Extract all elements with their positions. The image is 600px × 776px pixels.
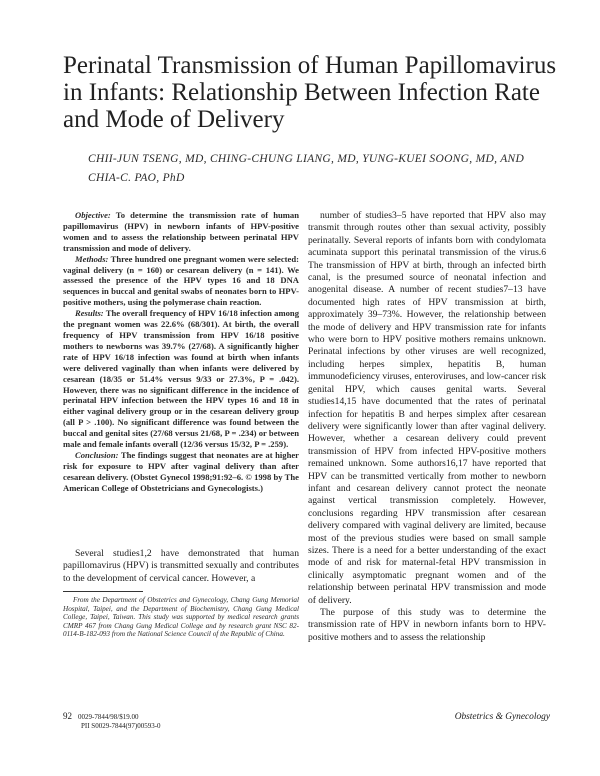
author-list	[88, 150, 548, 188]
abstract-text: The findings suggest that neonates are at higher risk for exposure to HPV after vaginal delivery than after cesarean delivery. (Obstet Gynecol 1998;91:92–6. © 1998 by The American College of Obstetricians and Gynecologists.)	[63, 449, 299, 493]
abstract-methods	[63, 254, 299, 309]
abstract-conclusion	[63, 450, 299, 494]
abstract-label: Objective:	[75, 210, 111, 220]
journal-name: Obstetrics & Gynecology	[454, 712, 550, 722]
footer-codes	[63, 712, 303, 730]
footer-line	[63, 712, 303, 722]
footnote-rule	[63, 591, 143, 592]
page-number: 92	[63, 711, 72, 721]
pii-code: PII S0029-7844(97)00593-0	[81, 721, 161, 730]
affiliation-text: From the Department of Obstetrics and Gynecology, Chang Gung Memorial Hospital, Taipei, and the Department of Biochemistry, Chang Gung Medical College, Taipei, Taiwan. This study was supported by medical research grants CMRP 467 from Chang Gung Medical College and by research grant NSC 82-0114-B-182-093 from the National Science Council of the Republic of China.	[63, 596, 299, 639]
intro-paragraph: Several studies1,2 have demonstrated that human papillomavirus (HPV) is transmitted sexually and contributes to the development of cervical cancer. However, a	[63, 548, 299, 584]
abstract-objective	[63, 210, 299, 254]
abstract-label: Results:	[75, 308, 104, 319]
affiliation-footnote	[63, 596, 299, 639]
author-line-2: CHIA-C. PAO, PhD	[88, 172, 185, 184]
abstract-text: To determine the transmission rate of human papillomavirus (HPV) in newborn infants of HPV-positive women and to assess the relationship between perinatal HPV transmission and mode of delivery.	[63, 210, 299, 253]
abstract-text: The overall frequency of HPV 16/18 infection among the pregnant women was 22.6% (68/301). At birth, the overall frequency of HPV transmission from HPV 16/18 positive mothers to newborns was 39.7% (27/68). A significantly higher rate of HPV 16/18 infection was found at birth when infants were delivered vaginally than when infants were delivered by cesarean (18/35 or 51.4% versus 9/33 or 27.3%, P = .042). However, there was no significant difference in the incidence of perinatal HPV infection between the HPV types 16 and 18 in either vaginal delivery group or in the cesarean delivery group (all P > .100). No significant difference was found between the buccal and genital sites (27/68 versus 21/68, P = .234) or between male and female infants overall (12/36 versus 15/32, P = .259).	[63, 308, 299, 450]
abstract-results	[63, 308, 299, 450]
abstract-text: Three hundred one pregnant women were selected: vaginal delivery (n = 160) or cesarean delivery (n = 141). We assessed the presence of the HPV types 16 and 18 DNA sequences in buccal and genital swabs of neonates born to HPV-positive mothers, using the polymerase chain reaction.	[63, 253, 299, 308]
abstract-label: Conclusion:	[75, 449, 119, 460]
article-title: Perinatal Transmission of Human Papillomavirus in Infants: Relationship Between Infection Rate and Mode of Delivery	[63, 52, 557, 133]
body-paragraph: number of studies3–5 have reported that HPV also may transmit through routes other than sexual activity, possibly perinatally. Several reports of infants born with condylomata acuminata support this perinatal transmission of the virus.6 The transmission of HPV at birth, through an infected birth canal, is the presumed source of neonatal infection and anogenital disease. A number of recent studies7–13 have documented high rates of HPV transmission at birth, approximately 39–73%. However, the relationship between the mode of delivery and HPV transmission rate for infants who were born to HPV positive mothers remains unknown. Perinatal infections by other viruses are well recognized, including herpes simplex, hepatitis B, human immunodeficiency viruses, enteroviruses, and low-cancer risk genital HPV, which causes genital warts. Several studies14,15 have documented that the rates of perinatal infection for hepatitis B and herpes simplex after cesarean delivery were significantly lower than after vaginal delivery. However, whether a cesarean delivery could prevent transmission of HPV from infected HPV-positive mothers remained unknown. Some authors16,17 have reported that HPV can be transmitted vertically from mother to newborn infant and cesarean delivery cannot protect the neonate against vertical transmission completely. However, conclusions regarding HPV transmission after cesarean delivery compared with vaginal delivery are limited, because most of the previous studies were based on small sample sizes. There is a need for a better understanding of the exact mode of and risk for maternal-fetal HPV transmission in clinically asymptomatic pregnant women and of the relationship between perinatal HPV transmission and mode of delivery.	[308, 210, 546, 606]
abstract-label: Methods:	[75, 253, 109, 264]
issn-code: 0029-7844/98/$19.00	[78, 713, 139, 721]
author-line-1: CHII-JUN TSENG, MD, CHING-CHUNG LIANG, MD, YUNG-KUEI SOONG, MD, AND	[88, 153, 525, 165]
right-column	[308, 210, 546, 644]
introduction	[63, 548, 299, 585]
body-paragraph: The purpose of this study was to determine the transmission rate of HPV in newborn infants born to HPV-positive mothers and to assess the relationship	[308, 607, 546, 643]
abstract	[63, 210, 299, 494]
